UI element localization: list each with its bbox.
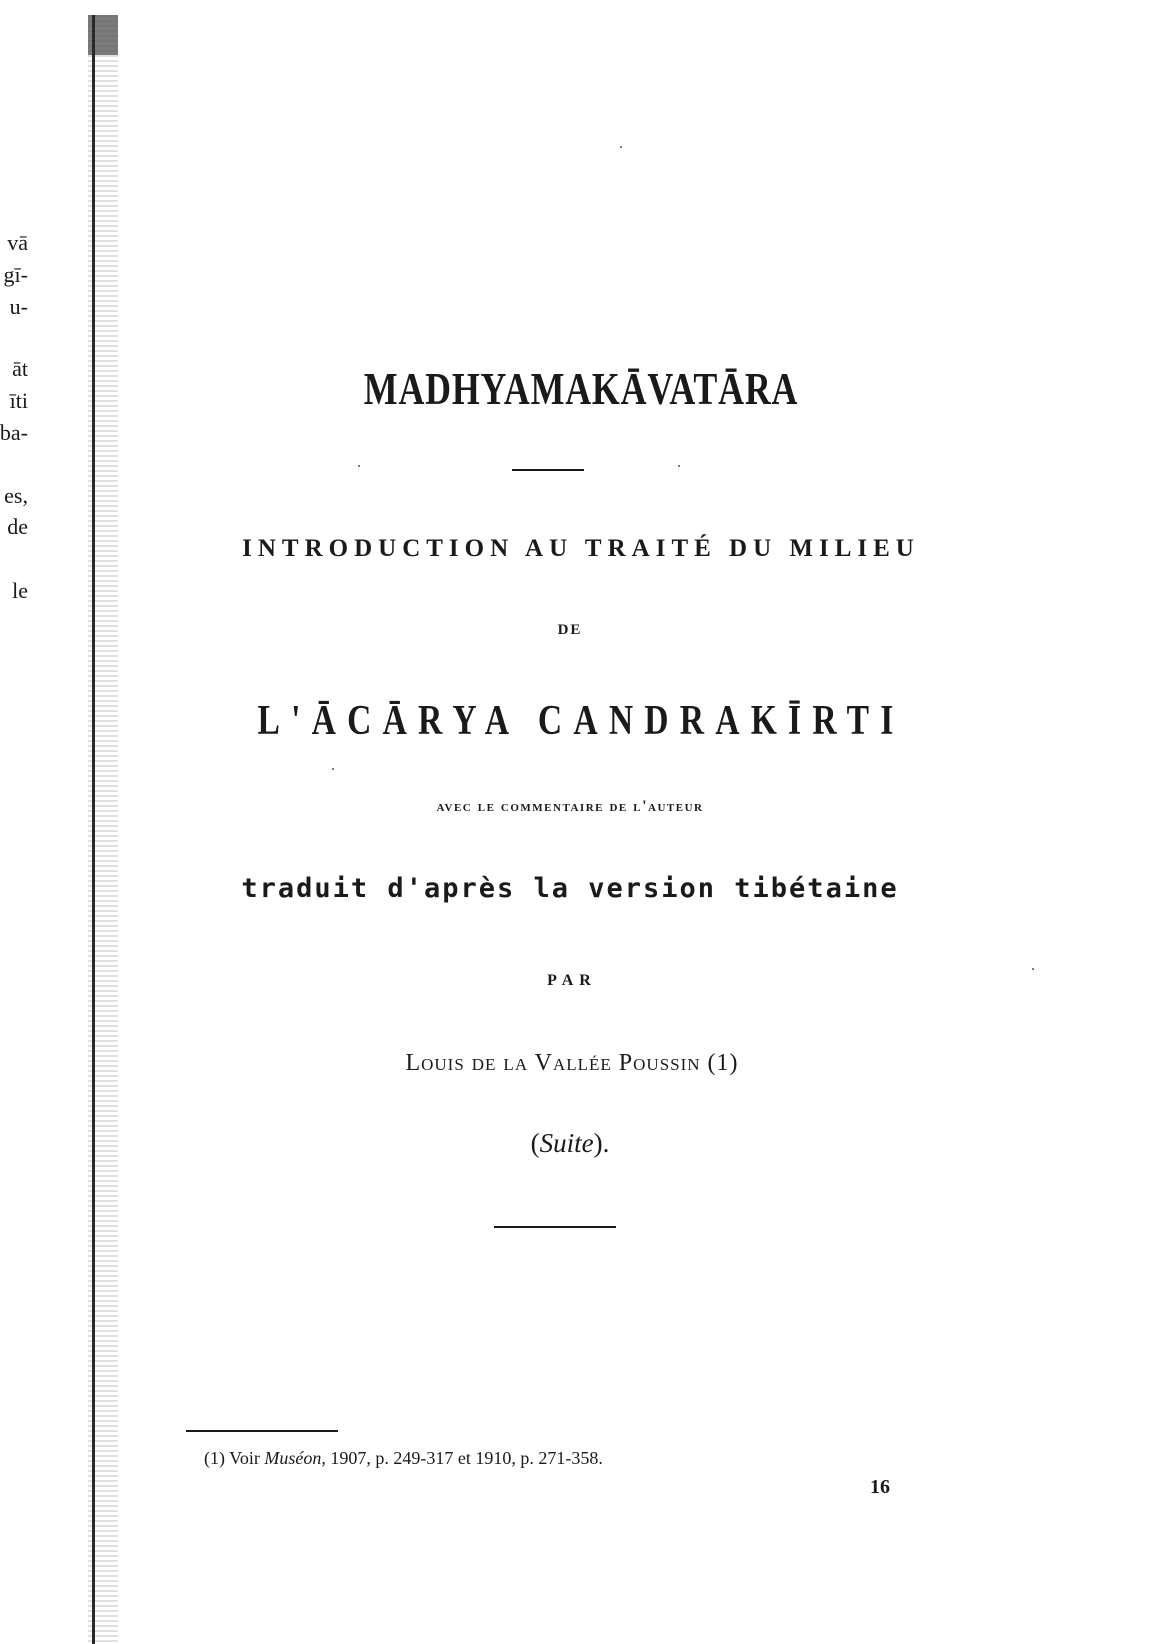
prev-line: de (7, 514, 28, 539)
prev-line: īti (9, 388, 28, 413)
page-title: MADHYAMAKĀVATĀRA (363, 363, 799, 414)
print-speck (358, 465, 360, 467)
translation-note: traduit d'après la version tibétaine (241, 873, 899, 904)
suite-label (120, 1128, 1020, 1159)
prev-line: ba- (0, 420, 28, 445)
gutter-edge (92, 15, 95, 1644)
divider-rule (512, 469, 584, 471)
prev-line: es, (4, 483, 28, 508)
print-speck (678, 465, 680, 467)
footnote-journal: Muséon, (264, 1448, 326, 1468)
print-speck (332, 768, 334, 770)
de-label: DE (557, 622, 583, 638)
footnote-rest: 1907, p. 249-317 et 1910, p. 271-358. (325, 1448, 603, 1468)
suite-word: Suite (539, 1128, 594, 1158)
prev-line: le (12, 578, 28, 603)
prev-line: āt (12, 356, 28, 381)
prev-line: vā (7, 230, 28, 255)
par-label: PAR (547, 972, 597, 989)
prev-line: gī- (3, 262, 28, 287)
subtitle: INTRODUCTION AU TRAITÉ DU MILIEU (242, 535, 920, 562)
divider-rule (494, 1226, 616, 1228)
print-speck (620, 146, 622, 148)
print-speck (1032, 968, 1034, 970)
footnote (204, 1448, 603, 1469)
previous-page-fragments (0, 0, 90, 1644)
footnote-rule (186, 1430, 338, 1432)
prev-line: u- (9, 294, 28, 319)
author-name: L'ĀCĀRYA CANDRAKĪRTI (257, 698, 905, 744)
translator-name: Louis de la Vallée Poussin (1) (405, 1050, 739, 1076)
suite-close: ). (593, 1128, 610, 1158)
suite-open: ( (530, 1128, 540, 1158)
page-number: 16 (870, 1476, 890, 1498)
footnote-marker: (1) Voir (204, 1448, 265, 1468)
commentary-line: avec le commentaire de l'auteur (436, 798, 704, 815)
title-page (120, 0, 1163, 1644)
